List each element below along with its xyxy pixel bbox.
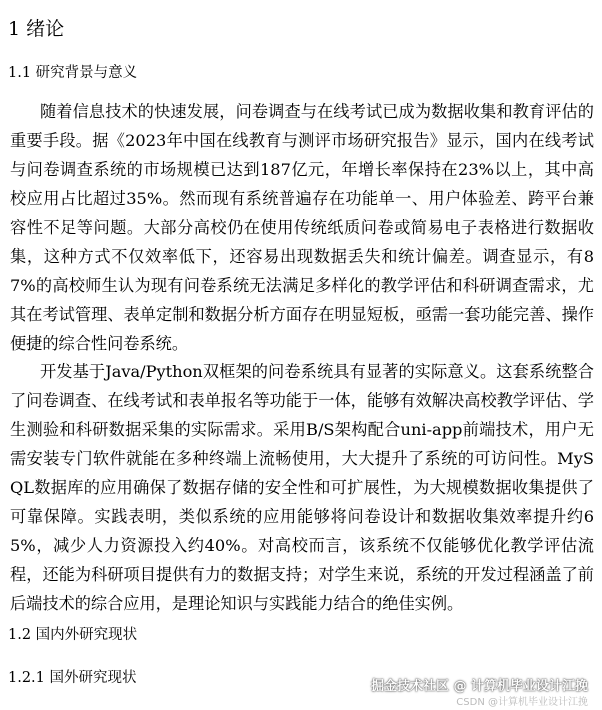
section-heading-1-2: 1.2 国内外研究现状 (8, 627, 138, 643)
section-heading-1-1: 1.1 研究背景与意义 (8, 65, 138, 81)
chapter-title: 1 绪论 (8, 18, 65, 40)
section-heading-1-2-1: 1.2.1 国外研究现状 (8, 670, 137, 686)
paragraph-significance: 开发基于Java/Python双框架的问卷系统具有显著的实际意义。这套系统整合了问卷调查、在线考试和表单报名等功能于一体，能够有效解决高校教学评估、学生测验和科研数据采集的实际需求。采用B/S架构配合uni-app前端技术，用户无需安装专门软件就能在多种终端上流畅使用，大大提升了系统的可访问性。MySQL数据库的应用确保了数据存储的安全性和可扩展性，为大规模数据收集提供了可靠保障。实践表明，类似系统的应用能够将问卷设计和数据收集效率提升约65%，减少人力资源投入约40%。对高校而言，该系统不仅能够优化教学评估流程，还能为科研项目提供有力的数据支持；对学生来说，系统的开发过程涵盖了前后端技术的综合应用，是理论知识与实践能力结合的绝佳实例。 (10, 362, 594, 613)
juejin-watermark: 掘金技术社区 @ 计算机毕业设计江挽 (370, 679, 588, 694)
csdn-watermark: CSDN @计算机毕业设计江挽 (456, 697, 588, 708)
paragraph-background: 随着信息技术的快速发展，问卷调查与在线考试已成为数据收集和教育评估的重要手段。据《2023年中国在线教育与测评市场研究报告》显示，国内在线考试与问卷调查系统的市场规模已达到187亿元，年增长率保持在23%以上，其中高校应用占比超过35%。然而现有系统普遍存在功能单一、用户体验差、跨平台兼容性不足等问题。大部分高校仍在使用传统纸质问卷或简易电子表格进行数据收集，这种方式不仅效率低下，还容易出现数据丢失和统计偏差。调查显示，有87%的高校师生认为现有问卷系统无法满足多样化的教学评估和科研调查需求，尤其在考试管理、表单定制和数据分析方面存在明显短板，亟需一套功能完善、操作便捷的综合性问卷系统。 (10, 102, 594, 353)
